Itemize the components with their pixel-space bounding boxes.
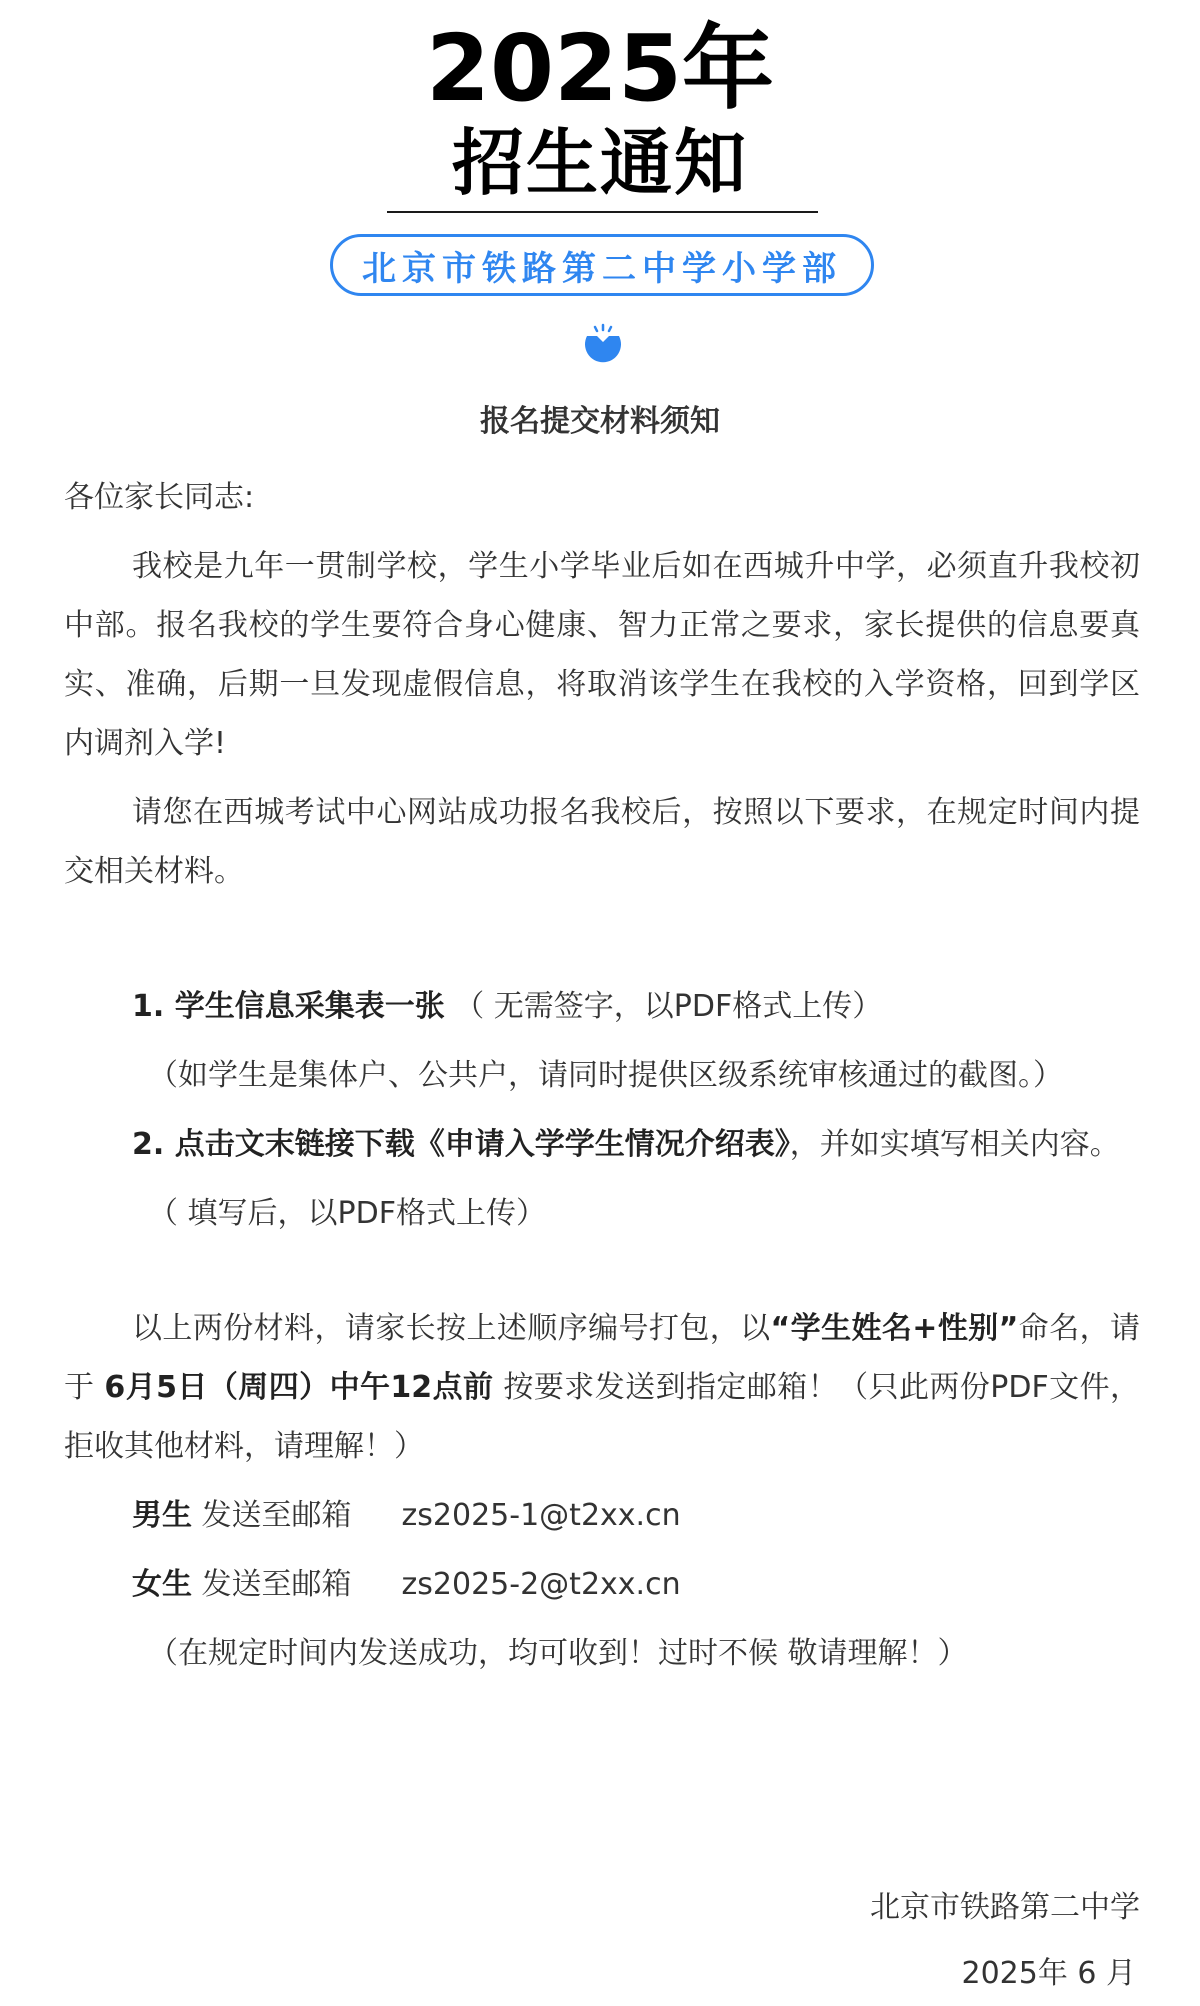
section-heading: 报名提交材料须知: [480, 404, 720, 439]
item-2: [64, 1115, 1140, 1174]
packaging-paragraph: [64, 1299, 1140, 1476]
item-1-format: （ 无需签字，以PDF格式上传）: [454, 989, 883, 1024]
male-email-row: [64, 1486, 1140, 1545]
male-text: 发送至邮箱: [192, 1498, 352, 1533]
female-text: 发送至邮箱: [192, 1567, 352, 1602]
male-email-link[interactable]: zs2025-1@t2xx.cn: [401, 1498, 681, 1533]
closing-note: （在规定时间内发送成功，均可收到！过时不候 敬请理解！）: [148, 1636, 968, 1671]
female-email-link[interactable]: zs2025-2@t2xx.cn: [401, 1567, 681, 1602]
main-title: 招生通知: [451, 121, 748, 205]
title-divider: [387, 211, 818, 213]
item-2-number: 2. 点击文末链接: [132, 1127, 355, 1162]
packaging-text-c: 命名，请于: [64, 1311, 1141, 1405]
school-badge: [330, 234, 874, 296]
signature-date: 2025年 6 月: [961, 1956, 1136, 1991]
item-2-rest: ，并如实填写相关内容。: [789, 1127, 1120, 1162]
female-label: 女生: [132, 1567, 192, 1602]
female-email-row: [64, 1555, 1140, 1614]
intro-paragraph: 我校是九年一贯制学校，学生小学毕业后如在西城升中学，必须直升我校初中部。报名我校的学生要符合身心健康、智力正常之要求，家长提供的信息要真实、准确，后期一旦发现虚假信息，将取消该学生在我校的入学资格，回到学区内调剂入学!: [64, 549, 1140, 761]
male-label: 男生: [132, 1498, 192, 1533]
item-2-download-link[interactable]: 下载《申请入学学生情况介绍表》: [354, 1127, 790, 1162]
salutation: 各位家长同志:: [64, 480, 255, 515]
blue-drop-icon: [579, 322, 627, 370]
naming-rule: “学生姓名+性别”: [770, 1311, 1019, 1346]
item-1: [64, 977, 1140, 1036]
signature-school: 北京市铁路第二中学: [870, 1890, 1140, 1925]
submission-paragraph: 请您在西城考试中心网站成功报名我校后，按照以下要求，在规定时间内提交相关材料。: [64, 795, 1140, 889]
packaging-text-e: 按要求发送到指定邮箱！（只此两份PDF文件，拒收其他材料，请理解！）: [64, 1370, 1141, 1464]
deadline: 6月5日（周四）中午12点前: [104, 1370, 494, 1405]
notice-body: [64, 468, 1140, 1683]
packaging-text-a: 以上两份材料，请家长按上述顺序编号打包，以: [132, 1311, 771, 1346]
item-1-note: （如学生是集体户、公共户，请同时提供区级系统审核通过的截图。）: [148, 1058, 1063, 1093]
item-1-title: 1. 学生信息采集表一张: [132, 989, 445, 1024]
year-title: 2025年: [425, 15, 775, 122]
school-badge-label: 北京市铁路第二中学小学部: [362, 248, 842, 289]
item-2-note: （ 填写后，以PDF格式上传）: [148, 1196, 546, 1231]
